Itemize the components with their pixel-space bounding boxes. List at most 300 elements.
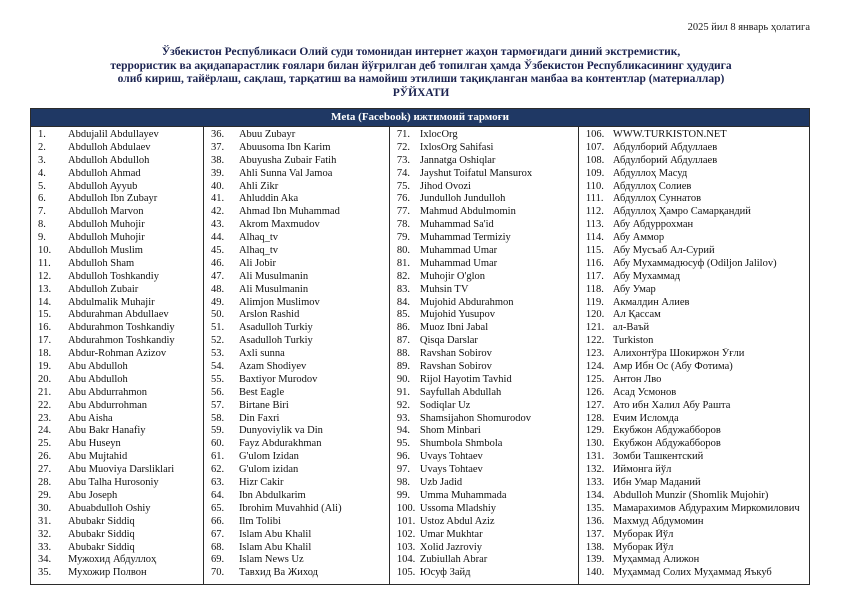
item-number: 126. [585, 386, 605, 398]
item-name: Jannatga Oshiqlar [419, 154, 496, 166]
item-name: Ато ибн Халил Абу Рашта [612, 399, 731, 411]
item-name: Islam Abu Khalil [238, 528, 312, 540]
table-column-2 [203, 127, 389, 584]
item-number: 116. [585, 257, 604, 269]
list-item [38, 168, 201, 181]
item-number: 134. [585, 489, 605, 501]
list-item [38, 309, 201, 322]
item-name: Hizr Cakir [238, 477, 284, 489]
list-item [211, 490, 387, 503]
item-name: Fayz Abdurakhman [238, 438, 322, 450]
item-number: 127. [585, 399, 605, 411]
item-name: Umar Mukhtar [419, 528, 483, 540]
item-number: 67. [210, 528, 225, 540]
item-number: 139. [585, 554, 605, 566]
list-item [38, 258, 201, 271]
item-number: 69. [210, 554, 225, 566]
item-name: Umma Muhammada [419, 489, 507, 501]
item-number: 66. [210, 515, 225, 527]
item-name: Ёкубжон Абдужабборов [612, 425, 721, 437]
item-name: Abubakr Siddiq [68, 528, 135, 540]
item-name: Zubiullah Abrar [419, 554, 488, 566]
item-number: 10. [38, 245, 52, 257]
list-item [211, 181, 387, 194]
item-number: 70. [210, 567, 225, 579]
item-number: 123. [585, 348, 605, 360]
item-name: Abu Huseyn [68, 438, 121, 450]
item-number: 125. [585, 373, 605, 385]
item-number: 110. [585, 180, 604, 192]
list-item [586, 542, 807, 555]
list-item [38, 348, 201, 361]
list-item [38, 219, 201, 232]
list-item [38, 400, 201, 413]
item-name: Sayfullah Abdullah [419, 386, 502, 398]
table-header-meta-facebook: Meta (Facebook) ижтимоий тармоғи [31, 109, 809, 127]
item-name: Muhammad Sa'id [419, 219, 494, 231]
item-name: Shumbola Shmbola [419, 438, 503, 450]
list-item [38, 542, 201, 555]
item-name: Ечим Исломда [612, 412, 679, 424]
title-line-3: олиб кириш, тайёрлаш, сақлаш, тарқатиш ва намойиш этилиши тақиқланган манбаа ва контентлар (материаллар) [117, 73, 725, 86]
title-line-2: террористик ва ақидапарастлик ғоялари билан йўғрилган деб топилган ҳамда Ўзбекистон Республикасининг ҳудудига [110, 59, 732, 72]
list-item [586, 400, 807, 413]
list-item [586, 271, 807, 284]
list-item [38, 181, 201, 194]
item-number: 119. [585, 296, 604, 308]
list-item [397, 245, 576, 258]
item-number: 124. [585, 361, 605, 373]
item-name: Асад Усмонов [612, 386, 677, 398]
item-name: Abdulmalik Muhajir [68, 296, 155, 308]
item-name: Abuusoma Ibn Karim [238, 141, 331, 153]
item-name: Мухожир Полвон [68, 567, 147, 579]
item-name: Зомби Ташкентский [612, 451, 704, 463]
item-name: Xolid Jazroviy [419, 541, 482, 553]
item-number: 79. [396, 232, 410, 244]
item-name: Din Faxri [238, 412, 280, 424]
item-name: Abu Abdurrahmon [68, 386, 148, 398]
item-name: Abdulloh Muhojir [68, 219, 145, 231]
item-name: Baxtiyor Murodov [238, 373, 318, 385]
list-item [586, 464, 807, 477]
item-number: 2. [38, 141, 46, 153]
item-number: 83. [396, 283, 410, 295]
list-item [211, 374, 387, 387]
item-name: Axli sunna [238, 348, 285, 360]
list-item [586, 387, 807, 400]
item-name: Махмуд Абдумомин [612, 515, 704, 527]
list-item [397, 206, 576, 219]
item-number: 138. [585, 541, 605, 553]
list-item [586, 567, 807, 580]
item-name: Abu Talha Hurosoniy [68, 477, 159, 489]
item-name: Abu Muoviya Darsliklari [68, 464, 175, 476]
item-name: Abdurahmon Toshkandiy [68, 335, 175, 347]
item-number: 102. [396, 528, 416, 540]
item-number: 109. [585, 167, 605, 179]
item-number: 86. [396, 322, 410, 334]
item-name: Abdulloh Zubair [68, 283, 139, 295]
item-number: 62. [210, 464, 225, 476]
list-item [397, 193, 576, 206]
item-number: 97. [396, 464, 410, 476]
list-item [38, 387, 201, 400]
item-number: 25. [38, 438, 52, 450]
item-name: Ussoma Mladshiy [419, 502, 496, 514]
list-item [397, 464, 576, 477]
item-number: 96. [396, 451, 410, 463]
list-item [38, 155, 201, 168]
item-name: Ёкубжон Абдужабборов [612, 438, 721, 450]
item-name: Ali Musulmanin [238, 283, 309, 295]
item-number: 12. [38, 270, 52, 282]
item-number: 8. [38, 219, 46, 231]
item-number: 120. [585, 309, 605, 321]
item-number: 132. [585, 464, 605, 476]
item-name: Islam Abu Khalil [238, 541, 312, 553]
item-name: Abu Bakr Hanafiy [68, 425, 146, 437]
item-name: Ahmad Ibn Muhammad [238, 206, 340, 218]
item-name: Ал Қассам [612, 309, 661, 321]
item-name: Абу Умар [612, 283, 656, 295]
list-item [38, 516, 201, 529]
item-name: Abu Abdulloh [68, 373, 128, 385]
item-number: 95. [396, 438, 410, 450]
item-name: Муҳаммад Солих Муҳаммад Яъкуб [612, 567, 772, 579]
item-name: Abu Mujtahid [68, 451, 128, 463]
item-number: 133. [585, 477, 605, 489]
item-number: 13. [38, 283, 52, 295]
item-number: 5. [38, 180, 46, 192]
item-name: Abdur-Rohman Azizov [68, 348, 167, 360]
item-number: 50. [210, 309, 225, 321]
list-item [38, 413, 201, 426]
item-name: Jihod Ovozi [419, 180, 471, 192]
list-item [211, 129, 387, 142]
item-number: 77. [396, 206, 410, 218]
list-item [397, 400, 576, 413]
item-number: 29. [38, 489, 52, 501]
list-item [586, 129, 807, 142]
list-item [586, 361, 807, 374]
item-name: Abubakr Siddiq [68, 515, 135, 527]
item-number: 73. [396, 154, 410, 166]
list-item [586, 206, 807, 219]
item-number: 113. [585, 219, 604, 231]
item-number: 105. [396, 567, 416, 579]
item-name: Abdurahman Abdullaev [68, 309, 169, 321]
list-item [38, 529, 201, 542]
item-number: 18. [38, 348, 52, 360]
list-item [586, 374, 807, 387]
list-item [397, 129, 576, 142]
item-number: 38. [210, 154, 225, 166]
item-number: 118. [585, 283, 604, 295]
item-name: Abdulloh Muslim [68, 245, 143, 257]
item-number: 90. [396, 373, 410, 385]
list-item [586, 181, 807, 194]
item-name: Azam Shodiyev [238, 361, 307, 373]
list-item [397, 142, 576, 155]
document-title [36, 46, 806, 100]
item-name: Abubakr Siddiq [68, 541, 135, 553]
list-item [211, 193, 387, 206]
item-name: Ravshan Sobirov [419, 361, 492, 373]
list-item [586, 232, 807, 245]
item-name: Mujohid Yusupov [419, 309, 496, 321]
item-number: 35. [38, 567, 52, 579]
item-number: 85. [396, 309, 410, 321]
item-name: Asadulloh Turkiy [238, 322, 313, 334]
item-number: 28. [38, 477, 52, 489]
item-name: Abu Abdulloh [68, 361, 128, 373]
item-number: 40. [210, 180, 225, 192]
item-name: Muhojir O'glon [419, 270, 486, 282]
item-number: 61. [210, 451, 225, 463]
item-name: Asadulloh Turkiy [238, 335, 313, 347]
item-name: Ahli Zikr [238, 180, 279, 192]
item-number: 7. [38, 206, 46, 218]
item-number: 71. [396, 129, 410, 140]
item-number: 130. [585, 438, 605, 450]
list-item [38, 245, 201, 258]
list-item [211, 297, 387, 310]
list-item [211, 271, 387, 284]
item-name: Абу Аммор [612, 232, 665, 244]
item-number: 14. [38, 296, 52, 308]
list-item [397, 335, 576, 348]
item-number: 89. [396, 361, 410, 373]
list-item [211, 142, 387, 155]
table-column-3 [389, 127, 578, 584]
item-name: Uvays Tohtaev [419, 464, 483, 476]
list-item [38, 284, 201, 297]
item-number: 99. [396, 489, 410, 501]
list-item [397, 258, 576, 271]
list-item [397, 297, 576, 310]
item-number: 94. [396, 425, 410, 437]
table-column-4 [578, 127, 809, 584]
list-item [38, 206, 201, 219]
date-note: 2025 йил 8 январь ҳолатига [687, 22, 810, 33]
list-item [397, 529, 576, 542]
item-name: Амр Ибн Ос (Абу Фотима) [612, 361, 733, 373]
list-item [38, 322, 201, 335]
list-item [397, 309, 576, 322]
item-name: Абдуллоҳ Солиев [612, 180, 692, 192]
table-body [31, 127, 809, 584]
list-item [211, 503, 387, 516]
item-number: 114. [585, 232, 604, 244]
list-item [397, 413, 576, 426]
item-name: Arslon Rashid [238, 309, 300, 321]
item-number: 39. [210, 167, 225, 179]
item-name: Alhaq_tv [238, 232, 279, 244]
list-item [211, 348, 387, 361]
list-item [38, 425, 201, 438]
item-number: 82. [396, 270, 410, 282]
item-number: 36. [210, 129, 225, 140]
list-item [397, 387, 576, 400]
item-number: 107. [585, 141, 605, 153]
item-number: 24. [38, 425, 52, 437]
list-item [38, 271, 201, 284]
item-name: Abuyusha Zubair Fatih [238, 154, 337, 166]
item-number: 23. [38, 412, 52, 424]
list-item [586, 168, 807, 181]
item-name: Abdulloh Ahmad [68, 167, 141, 179]
list-item [397, 348, 576, 361]
list-item [38, 232, 201, 245]
list-item [397, 425, 576, 438]
item-name: Abu Abdurrohman [68, 399, 148, 411]
item-name: Sodiqlar Uz [419, 399, 471, 411]
item-number: 41. [210, 193, 225, 205]
banned-content-table [30, 108, 810, 585]
item-name: Ahli Sunna Val Jamoa [238, 167, 333, 179]
item-name: Abdulloh Sham [68, 257, 135, 269]
list-item [211, 425, 387, 438]
item-name: Мужохид Абдуллоҳ [68, 554, 157, 566]
list-item [586, 155, 807, 168]
item-number: 93. [396, 412, 410, 424]
list-item [211, 554, 387, 567]
item-number: 59. [210, 425, 225, 437]
list-item [211, 335, 387, 348]
item-name: Абу Мусъаб Ал-Сурий [612, 245, 715, 257]
item-name: Abu Joseph [68, 489, 118, 501]
item-name: Абдулборий Абдуллаев [612, 154, 718, 166]
item-number: 76. [396, 193, 410, 205]
item-name: Abdulloh Abdulaev [68, 141, 151, 153]
list-item [397, 374, 576, 387]
item-number: 45. [210, 245, 225, 257]
list-item [211, 258, 387, 271]
item-name: G'ulom Izidan [238, 451, 299, 463]
item-number: 63. [210, 477, 225, 489]
item-name: Abuabdulloh Oshiy [68, 502, 151, 514]
item-name: Abuu Zubayr [238, 129, 296, 140]
item-name: Ibn Abdulkarim [238, 489, 306, 501]
list-item [586, 193, 807, 206]
list-item [211, 387, 387, 400]
item-number: 103. [396, 541, 416, 553]
list-item [38, 361, 201, 374]
item-number: 55. [210, 373, 225, 385]
list-item [586, 309, 807, 322]
item-number: 60. [210, 438, 225, 450]
list-item [38, 464, 201, 477]
item-name: Muhammad Umar [419, 245, 498, 257]
item-number: 81. [396, 257, 410, 269]
list-item [211, 309, 387, 322]
list-item [586, 503, 807, 516]
item-number: 78. [396, 219, 410, 231]
item-name: Абу Мухаммадюсуф (Odiljon Jalilov) [612, 257, 777, 269]
item-number: 121. [585, 322, 605, 334]
list-item [397, 361, 576, 374]
item-name: Alhaq_tv [238, 245, 279, 257]
item-number: 122. [585, 335, 605, 347]
list-item [397, 322, 576, 335]
list-item [586, 554, 807, 567]
list-item [397, 438, 576, 451]
list-item [586, 219, 807, 232]
list-item [38, 438, 201, 451]
item-number: 117. [585, 270, 604, 282]
item-number: 1. [38, 129, 46, 140]
item-number: 6. [38, 193, 46, 205]
list-item [211, 464, 387, 477]
item-name: G'ulom izidan [238, 464, 299, 476]
list-item [397, 168, 576, 181]
list-item [38, 451, 201, 464]
list-item [586, 477, 807, 490]
list-item [586, 322, 807, 335]
item-number: 48. [210, 283, 225, 295]
item-name: Юсуф Зайд [419, 567, 471, 579]
list-item [586, 245, 807, 258]
item-name: Мамарахимов Абдурахим Миркомилович [612, 502, 800, 514]
list-item [586, 425, 807, 438]
item-name: Dunyoviylik va Din [238, 425, 323, 437]
item-name: Ибн Умар Маданий [612, 477, 701, 489]
list-item [397, 271, 576, 284]
list-item [38, 335, 201, 348]
item-number: 9. [38, 232, 46, 244]
item-number: 92. [396, 399, 410, 411]
item-name: Абдуллоҳ Ҳамро Самарқандий [612, 206, 751, 218]
item-number: 87. [396, 335, 410, 347]
item-name: Abdulloh Munzir (Shomlik Mujohir) [612, 489, 769, 501]
list-item [397, 490, 576, 503]
item-name: Birtane Biri [238, 399, 289, 411]
item-number: 22. [38, 399, 52, 411]
list-item [397, 554, 576, 567]
item-name: Jayshut Toifatul Mansurox [419, 167, 533, 179]
list-item [211, 322, 387, 335]
item-name: Акмалдин Алиев [612, 296, 690, 308]
list-item [397, 542, 576, 555]
item-number: 30. [38, 502, 52, 514]
list-item [397, 232, 576, 245]
list-item [397, 219, 576, 232]
item-number: 47. [210, 270, 225, 282]
item-number: 80. [396, 245, 410, 257]
item-name: Abu Aisha [68, 412, 113, 424]
item-number: 111. [585, 193, 604, 205]
list-item [586, 335, 807, 348]
item-number: 19. [38, 361, 52, 373]
list-item [586, 413, 807, 426]
item-number: 140. [585, 567, 605, 579]
item-number: 65. [210, 502, 225, 514]
item-name: Turkiston [612, 335, 654, 347]
item-name: Иймонга йўл [612, 464, 672, 476]
title-line-1: Ўзбекистон Республикаси Олий суди томонидан интернет жаҳон тармоғидаги диний экстремистик, [161, 46, 681, 58]
list-item [211, 284, 387, 297]
item-number: 112. [585, 206, 604, 218]
item-number: 57. [210, 399, 225, 411]
item-name: Abdulloh Ibn Zubayr [68, 193, 158, 205]
item-number: 129. [585, 425, 605, 437]
list-item [586, 490, 807, 503]
list-item [38, 554, 201, 567]
item-number: 46. [210, 257, 225, 269]
item-number: 53. [210, 348, 225, 360]
item-number: 31. [38, 515, 52, 527]
